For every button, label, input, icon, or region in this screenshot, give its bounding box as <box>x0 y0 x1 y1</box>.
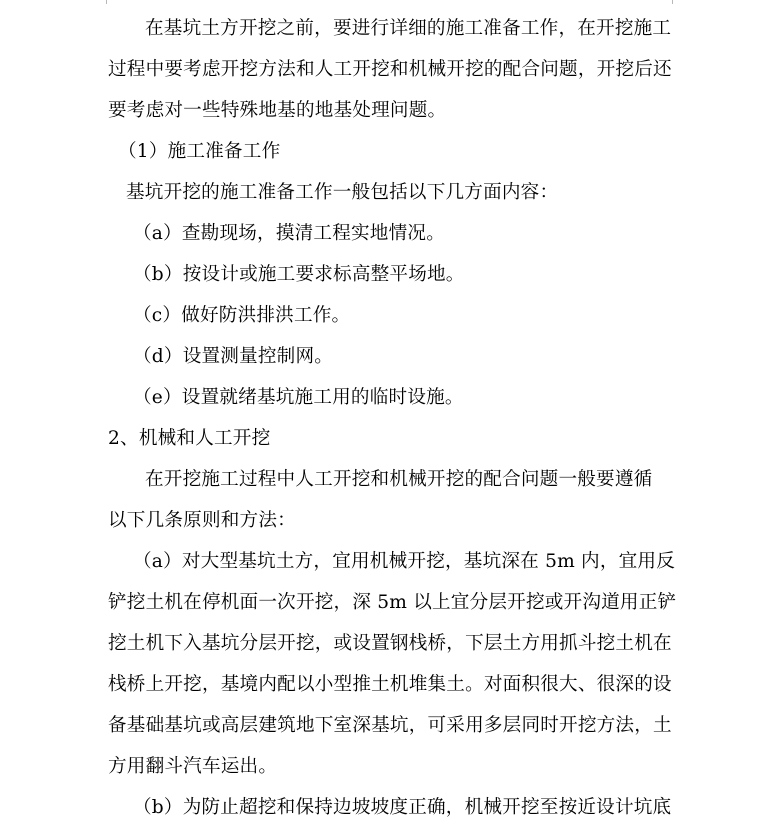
list-item: （b）按设计或施工要求标高整平场地。 <box>133 264 465 285</box>
paragraph-line: 方用翻斗汽车运出。 <box>108 756 278 777</box>
paragraph-line: 栈桥上开挖，基境内配以小型推土机堆集土。对面积很大、很深的设 <box>108 674 672 695</box>
list-item: （e）设置就绪基坑施工用的临时设施。 <box>133 387 464 408</box>
paragraph-line: 过程中要考虑开挖方法和人工开挖和机械开挖的配合问题，开挖后还 <box>108 59 672 80</box>
page-corner-mark-left <box>92 0 107 4</box>
paragraph-line: 基坑开挖的施工准备工作一般包括以下几方面内容： <box>126 182 559 203</box>
paragraph-line: 挖土机下入基坑分层开挖，或设置钢栈桥，下层土方用抓斗挖土机在 <box>108 633 672 654</box>
page-corner-mark-right <box>672 0 687 4</box>
paragraph-line: 以下几条原则和方法： <box>108 510 296 531</box>
list-item: （c）做好防洪排洪工作。 <box>133 305 351 326</box>
section-heading: （1）施工准备工作 <box>118 141 281 162</box>
list-item: （b）为防止超挖和保持边坡坡度正确，机械开挖至按近设计坑底 <box>133 797 672 818</box>
paragraph-line: 铲挖土机在停机面一次开挖，深 5m 以上宜分层开挖或开沟道用正铲 <box>108 592 677 613</box>
list-item: （d）设置测量控制网。 <box>133 346 334 367</box>
list-item: （a）查勘现场，摸清工程实地情况。 <box>133 223 445 244</box>
paragraph-line: 在开挖施工过程中人工开挖和机械开挖的配合问题一般要遵循 <box>145 469 653 490</box>
paragraph-line: 要考虑对一些特殊地基的地基处理问题。 <box>108 100 447 121</box>
paragraph-line: 备基础基坑或高层建筑地下室深基坑，可采用多层同时开挖方法，土 <box>108 715 672 736</box>
document-body <box>108 8 677 828</box>
paragraph-line: 在基坑土方开挖之前，要进行详细的施工准备工作，在开挖施工 <box>145 18 672 39</box>
list-item: （a）对大型基坑土方，宜用机械开挖，基坑深在 5m 内，宜用反 <box>133 551 676 572</box>
section-heading: 2、机械和人工开挖 <box>108 428 271 449</box>
